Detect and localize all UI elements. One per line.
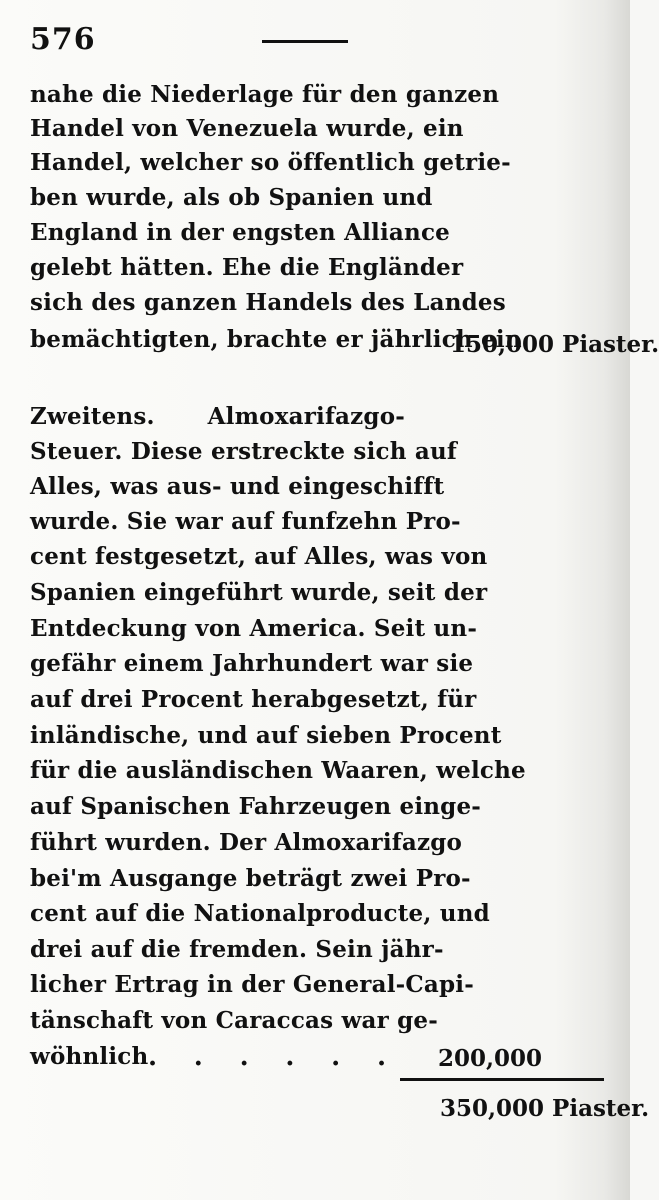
text-line: drei auf die fremden. Sein jähr- [30,936,444,963]
text-line: Steuer. Diese erstreckte sich auf [30,438,457,465]
text-line: gefähr einem Jahrhundert war sie [30,650,474,677]
text-line: England in der engsten Alliance [30,219,450,246]
amount-second-tax: 200,000 [438,1045,543,1072]
text-line: führt wurden. Der Almoxarifazgo [30,829,463,856]
section-heading-line: Zweitens. Almoxarifazgo- [30,403,405,430]
text-line: tänschaft von Caraccas war ge- [30,1007,438,1034]
text-line: bemächtigten, brachte er jährlich ein [30,326,522,353]
text-line: Handel von Venezuela wurde, ein [30,115,464,142]
text-line: Handel, welcher so öffentlich getrie- [30,149,511,176]
text-line: cent auf die Nationalproducte, und [30,900,490,927]
text-line: gelebt hätten. Ehe die Engländer [30,254,464,281]
text-line: inländische, und auf sieben Procent [30,722,502,749]
text-line: nahe die Niederlage für den ganzen [30,81,500,108]
page-number: 576 [30,22,96,57]
text-line: Spanien eingeführt wurde, seit der [30,579,488,606]
text-line: bei'm Ausgange beträgt zwei Pro- [30,865,471,892]
text-line: auf drei Procent herabgesetzt, für [30,686,477,713]
text-line: ben wurde, als ob Spanien und [30,184,433,211]
text-line: sich des ganzen Handels des Landes [30,289,506,316]
text-line: Entdeckung von America. Seit un- [30,615,478,642]
amount-first-tax: 150,000 Piaster. [450,331,659,358]
total-rule [400,1078,604,1081]
text-line: wurde. Sie war auf funfzehn Pro- [30,508,461,535]
total-amount: 350,000 Piaster. [440,1095,650,1122]
text-line: für die ausländischen Waaren, welche [30,757,526,784]
text-line: wöhnlich [30,1043,149,1070]
header-rule [262,40,348,43]
text-line: auf Spanischen Fahrzeugen einge- [30,793,482,820]
text-line: cent festgesetzt, auf Alles, was von [30,543,488,570]
text-line: Alles, was aus- und eingeschifft [30,473,445,500]
leader-dots: . . . . . . [148,1042,388,1072]
text-line: licher Ertrag in der General-Capi- [30,971,474,998]
